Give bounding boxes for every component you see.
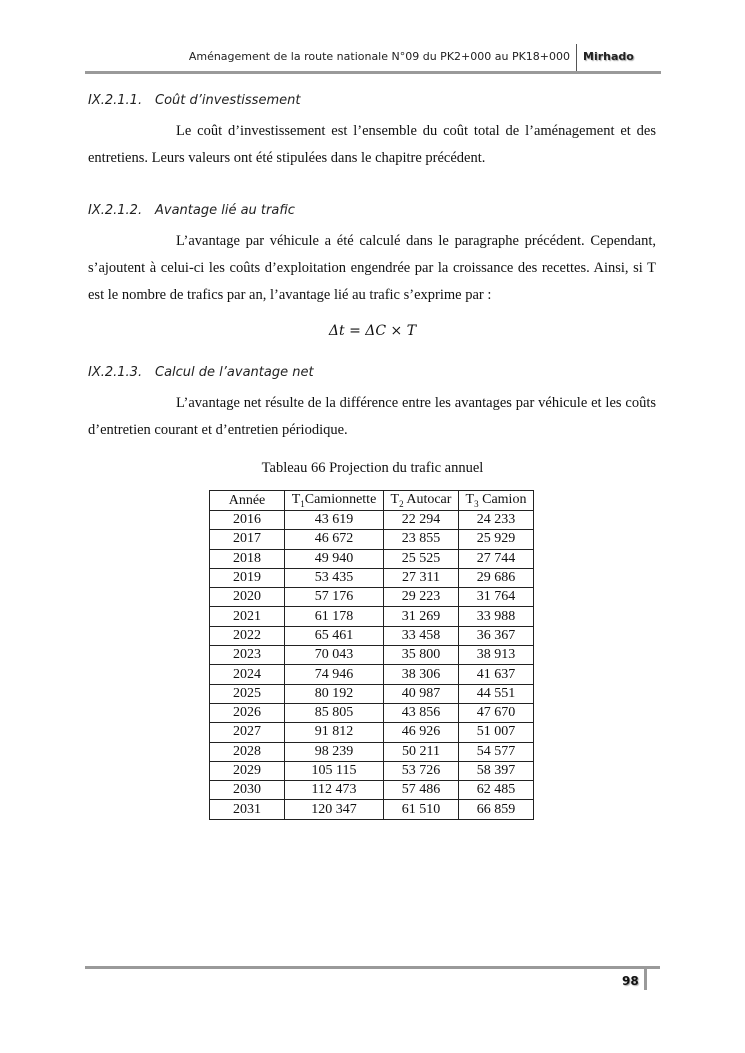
table-row bbox=[210, 646, 534, 665]
table-cell: 25 929 bbox=[459, 530, 534, 549]
paragraph-calcul: L’avantage net résulte de la différence entre les avantages par véhicule et les coûts d’entretien courant et d’entretien périodique. bbox=[88, 395, 656, 438]
table-cell: 80 192 bbox=[285, 684, 384, 703]
table-cell: 2016 bbox=[210, 511, 285, 530]
table-cell: 25 525 bbox=[384, 549, 459, 568]
footer-divider bbox=[644, 968, 647, 990]
table-cell: 46 926 bbox=[384, 723, 459, 742]
table-cell: 2017 bbox=[210, 530, 285, 549]
table-cell: 40 987 bbox=[384, 684, 459, 703]
table-cell: 65 461 bbox=[285, 626, 384, 645]
table-cell: 46 672 bbox=[285, 530, 384, 549]
table-cell: 2028 bbox=[210, 742, 285, 761]
table-cell: 2031 bbox=[210, 800, 285, 819]
table-caption: Tableau 66 Projection du trafic annuel bbox=[261, 460, 484, 476]
table-cell: 112 473 bbox=[285, 781, 384, 800]
header-brand: Mirhado bbox=[583, 50, 634, 63]
formula: Δt = ΔC × T bbox=[328, 323, 417, 339]
table-cell: 120 347 bbox=[285, 800, 384, 819]
table-header-row bbox=[210, 491, 534, 511]
table-cell: 43 619 bbox=[285, 511, 384, 530]
table-cell: 38 913 bbox=[459, 646, 534, 665]
table-cell: 36 367 bbox=[459, 626, 534, 645]
table-cell: 24 233 bbox=[459, 511, 534, 530]
table-cell: 41 637 bbox=[459, 665, 534, 684]
table-cell: 2029 bbox=[210, 761, 285, 780]
table-row bbox=[210, 761, 534, 780]
table-row bbox=[210, 511, 534, 530]
table-row bbox=[210, 684, 534, 703]
section-title: Avantage lié au trafic bbox=[155, 203, 295, 218]
table-cell: 57 176 bbox=[285, 588, 384, 607]
header-rule bbox=[85, 71, 661, 74]
table-cell: 29 223 bbox=[384, 588, 459, 607]
section-number: IX.2.1.2. bbox=[88, 203, 143, 218]
section-heading-cout bbox=[88, 93, 300, 108]
table-row bbox=[210, 781, 534, 800]
table-cell: 49 940 bbox=[285, 549, 384, 568]
table-cell: 44 551 bbox=[459, 684, 534, 703]
table-cell: 53 726 bbox=[384, 761, 459, 780]
header-divider bbox=[576, 44, 577, 72]
table-cell: 58 397 bbox=[459, 761, 534, 780]
table-cell: 43 856 bbox=[384, 703, 459, 722]
table-row bbox=[210, 665, 534, 684]
table-cell: 61 178 bbox=[285, 607, 384, 626]
section-heading-avantage bbox=[88, 203, 295, 218]
table-row bbox=[210, 742, 534, 761]
table-cell: 2027 bbox=[210, 723, 285, 742]
paragraph-cout: Le coût d’investissement est l’ensemble du coût total de l’aménagement et des entretiens. Leurs valeurs ont été stipulées dans le chapitre précédent. bbox=[88, 123, 656, 166]
table-cell: 2023 bbox=[210, 646, 285, 665]
table-cell: 23 855 bbox=[384, 530, 459, 549]
table-cell: 74 946 bbox=[285, 665, 384, 684]
table-row bbox=[210, 607, 534, 626]
section-title: Coût d’investissement bbox=[155, 93, 301, 108]
table-cell: 2020 bbox=[210, 588, 285, 607]
table-cell: 70 043 bbox=[285, 646, 384, 665]
table-cell: 31 269 bbox=[384, 607, 459, 626]
page-number: 98 bbox=[622, 974, 639, 988]
table-cell: 2030 bbox=[210, 781, 285, 800]
table-cell: 33 988 bbox=[459, 607, 534, 626]
table-cell: 2021 bbox=[210, 607, 285, 626]
table-cell: 91 812 bbox=[285, 723, 384, 742]
table-row bbox=[210, 530, 534, 549]
table-cell: 2019 bbox=[210, 568, 285, 587]
table-cell: 35 800 bbox=[384, 646, 459, 665]
section-heading-calcul bbox=[88, 365, 314, 380]
traffic-table bbox=[209, 490, 534, 820]
table-row bbox=[210, 800, 534, 819]
header-cell-t3: $T_3$ Camion bbox=[459, 491, 534, 511]
table-cell: 50 211 bbox=[384, 742, 459, 761]
table-cell: 38 306 bbox=[384, 665, 459, 684]
table-cell: 33 458 bbox=[384, 626, 459, 645]
header-cell-t1: $T_1Camionnette$ bbox=[285, 491, 384, 511]
table-cell: 98 239 bbox=[285, 742, 384, 761]
table-cell: 54 577 bbox=[459, 742, 534, 761]
table-cell: 53 435 bbox=[285, 568, 384, 587]
table-cell: 47 670 bbox=[459, 703, 534, 722]
table-row bbox=[210, 549, 534, 568]
header-title: Aménagement de la route nationale N°09 du PK2+000 au PK18+000 bbox=[188, 50, 570, 63]
table-cell: 2025 bbox=[210, 684, 285, 703]
table-cell: 2026 bbox=[210, 703, 285, 722]
table-row bbox=[210, 626, 534, 645]
footer-rule bbox=[85, 966, 660, 969]
paragraph-avantage: L’avantage par véhicule a été calculé dans le paragraphe précédent. Cependant, s’ajoutent à celui-ci les coûts d’exploitation engendrée par la croissance des recettes. Ainsi, si T est le nombre de trafics par an, l’avantage lié au trafic s’exprime par : bbox=[88, 233, 656, 303]
page-header bbox=[0, 40, 745, 70]
table-row bbox=[210, 723, 534, 742]
header-cell-t2: $T_2$ Autocar bbox=[384, 491, 459, 511]
table-cell: 61 510 bbox=[384, 800, 459, 819]
section-number: IX.2.1.1. bbox=[88, 93, 143, 108]
table-cell: 2022 bbox=[210, 626, 285, 645]
table-cell: 85 805 bbox=[285, 703, 384, 722]
table-cell: 22 294 bbox=[384, 511, 459, 530]
table-row bbox=[210, 568, 534, 587]
table-cell: 2024 bbox=[210, 665, 285, 684]
table-cell: 31 764 bbox=[459, 588, 534, 607]
table-row bbox=[210, 703, 534, 722]
table-row bbox=[210, 588, 534, 607]
section-number: IX.2.1.3. bbox=[88, 365, 143, 380]
table-cell: 2018 bbox=[210, 549, 285, 568]
table-cell: 27 311 bbox=[384, 568, 459, 587]
section-title: Calcul de l’avantage net bbox=[155, 365, 314, 380]
table-cell: 27 744 bbox=[459, 549, 534, 568]
table-cell: 105 115 bbox=[285, 761, 384, 780]
table-cell: 66 859 bbox=[459, 800, 534, 819]
table-cell: 51 007 bbox=[459, 723, 534, 742]
table-cell: 62 485 bbox=[459, 781, 534, 800]
header-cell-annee: Année bbox=[210, 491, 285, 511]
table-cell: 29 686 bbox=[459, 568, 534, 587]
table-cell: 57 486 bbox=[384, 781, 459, 800]
